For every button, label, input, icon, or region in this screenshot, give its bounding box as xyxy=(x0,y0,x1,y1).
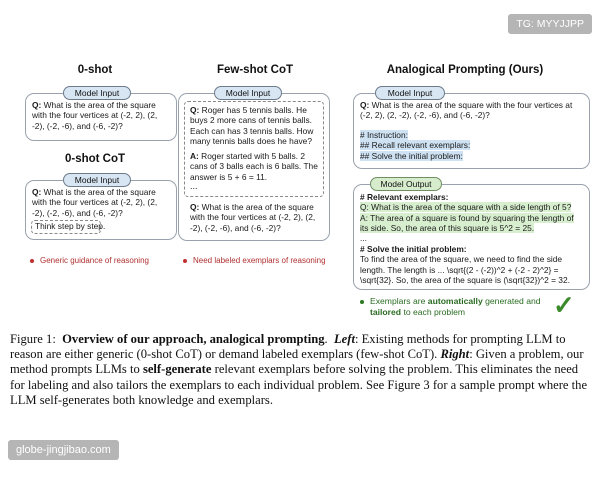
solve-problem-section: # Solve the initial problem: To find the area of the square, we need to find the side length. The length is ... \sqrt{(2 - (-2))^2 + (-2 - 2)^2} = \sqrt{32}. So, the area of the square is (\sqrt{32})^2 = 32. xyxy=(360,244,570,285)
automatic-exemplars-note: Exemplars are automatically generated and tailored to each problem xyxy=(360,296,550,318)
generic-guidance-note: Generic guidance of reasoning xyxy=(30,256,149,265)
few-shot-cot-title: Few-shot CoT xyxy=(216,64,294,76)
zero-shot-title: 0-shot xyxy=(77,64,113,76)
analogical-model-input-label: Model Input xyxy=(375,86,445,100)
few-shot-model-input-label: Model Input xyxy=(214,86,282,100)
labeled-exemplars-note: Need labeled exemplars of reasoning xyxy=(183,256,326,265)
watermark-top: TG: MYYJJPP xyxy=(508,14,592,34)
zero-shot-question: Q: What is the area of the square with the four vertices at (-2, 2), (2, -2), (-2, -6), and (-6, -2)? xyxy=(32,100,158,131)
think-step-hint: Think step by step. xyxy=(35,221,106,231)
few-shot-question: Q: What is the area of the square with the four vertices at (-2, 2), (2, -2), (-2, -6), and (-6, -2)? xyxy=(190,202,316,233)
figure-caption: Figure 1: Overview of our approach, analogical prompting. Left: Existing methods for prompting LLM to reason are either generic (0-shot CoT) or demand labeled exemplars (few-shot CoT). Right: Given a problem, our method prompts LLMs to self-generate relevant exemplars before solving the problem. This eliminates the need for labeling and also tailors the exemplars to each individual problem. See Figure 3 for a sample prompt where the LLM self-generates both knowledge and exemplars. xyxy=(10,332,588,407)
green-bullet-icon xyxy=(360,300,364,304)
few-shot-ellipsis: ... xyxy=(190,181,198,191)
analogical-question: Q: What is the area of the square with the four vertices at (-2, 2), (2, -2), (-2, -6), and (-6, -2)? xyxy=(360,100,573,121)
watermark-bottom: globe-jingjibao.com xyxy=(8,440,119,460)
checkmark-icon: ✓ xyxy=(553,290,575,320)
analogical-model-output-label: Model Output xyxy=(370,177,442,191)
analogical-instruction: # Instruction: ## Recall relevant exemplars: ## Solve the initial problem: xyxy=(360,130,471,161)
analogical-prompting-title: Analogical Prompting (Ours) xyxy=(386,64,544,76)
few-shot-exemplar-answer: A: Roger started with 5 balls. 2 cans of 3 balls each is 6 balls. The answer is 5 + 6 = 11. xyxy=(190,151,318,182)
red-bullet-icon xyxy=(183,259,187,263)
red-bullet-icon xyxy=(30,259,34,263)
zero-shot-cot-title: 0-shot CoT xyxy=(64,153,126,165)
zero-shot-model-input-label: Model Input xyxy=(63,86,131,100)
relevant-exemplars-section: # Relevant exemplars: Q: What is the area of the square with a side length of 5? A: The area of a square is found by squaring the length of its side. So, the area of this square is 5^2 = 25. ... xyxy=(360,192,574,244)
zero-shot-cot-model-input-label: Model Input xyxy=(63,173,131,187)
few-shot-exemplar-question: Q: Roger has 5 tennis balls. He buys 2 more cans of tennis balls. Each can has 3 tennis balls. How many tennis balls does he have? xyxy=(190,105,314,146)
zero-shot-cot-question: Q: What is the area of the square with the four vertices at (-2, 2), (2, -2), (-2, -6), and (-6, -2)? xyxy=(32,187,158,218)
